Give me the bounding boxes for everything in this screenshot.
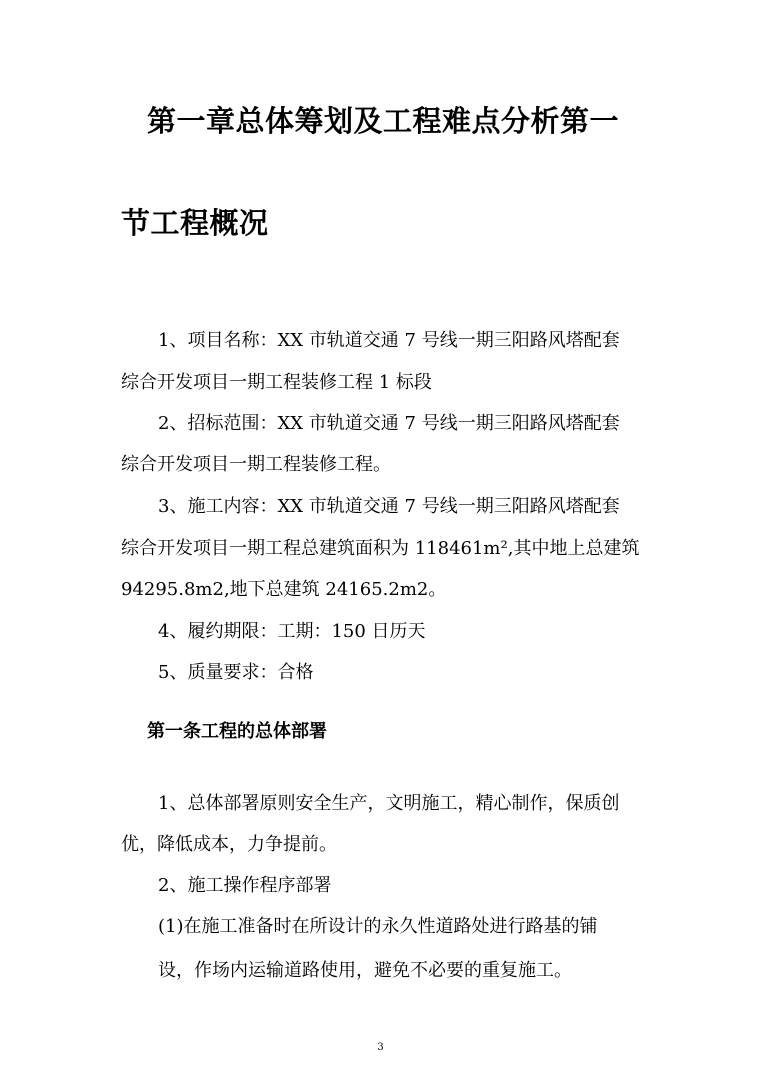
chapter-title-line-2: 节工程概况	[121, 206, 269, 240]
deployment-item-1-line-1: 1、总体部署原则安全生产，文明施工，精心制作，保质创	[158, 793, 620, 814]
deployment-item-3-line-1: (1)在施工准备时在所设计的永久性道路处进行路基的铺	[158, 916, 598, 937]
overview-item-3-line-3: 94295.8m2,地下总建筑 24165.2m2。	[121, 579, 447, 600]
deployment-item-2: 2、施工操作程序部署	[158, 875, 332, 896]
overview-item-4: 4、履约期限：工期：150 日历天	[158, 621, 426, 642]
overview-item-3-line-1: 3、施工内容：XX 市轨道交通 7 号线一期三阳路风塔配套	[158, 496, 620, 517]
overview-item-5: 5、质量要求：合格	[158, 662, 314, 683]
deployment-item-3-line-2: 设，作场内运输道路使用，避免不必要的重复施工。	[158, 960, 572, 981]
overview-item-2-line-1: 2、招标范围：XX 市轨道交通 7 号线一期三阳路风塔配套	[158, 413, 620, 434]
overview-item-3-line-2: 综合开发项目一期工程总建筑面积为 118461m²,其中地上总建筑	[121, 538, 640, 559]
deployment-item-1-line-2: 优，降低成本，力争提前。	[121, 834, 337, 855]
chapter-title-line-1: 第一章总体筹划及工程难点分析第一	[147, 104, 620, 138]
overview-item-2-line-2: 综合开发项目一期工程装修工程。	[121, 454, 391, 475]
page-number: 3	[377, 1042, 384, 1053]
section-heading: 第一条工程的总体部署	[147, 721, 327, 742]
overview-item-1-line-2: 综合开发项目一期工程装修工程 1 标段	[121, 372, 432, 393]
overview-item-1-line-1: 1、项目名称：XX 市轨道交通 7 号线一期三阳路风塔配套	[158, 330, 620, 351]
